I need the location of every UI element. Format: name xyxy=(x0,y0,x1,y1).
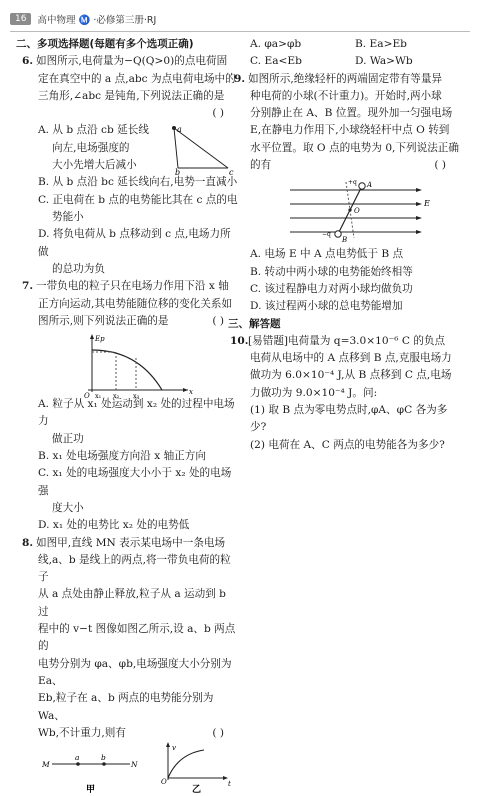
q6-option-d-2: 的总功为负 xyxy=(52,262,105,275)
q6-option-c-2: 势能小 xyxy=(52,211,84,224)
header-rule xyxy=(10,31,470,32)
q9-label-qb: −q xyxy=(322,231,331,239)
q9-stem-1: 9. 如图所示,绝缘轻杆的两端固定带有等量异 xyxy=(234,72,443,85)
q8-label-M: M xyxy=(42,760,50,770)
q8-stem-2: 线,a、b 是线上的两点,将一带负电荷的粒子 xyxy=(38,553,231,584)
q8-option-b: B. Ea>Eb xyxy=(355,38,407,50)
q8-stem-3: 从 a 点处由静止释放,粒子从 a 运动到 b 过 xyxy=(38,588,226,618)
q6-label-c: c xyxy=(229,168,234,178)
q6-answer-paren: ( ) xyxy=(212,107,224,120)
q7-axis-x: x xyxy=(189,388,193,397)
q8-options-row-1 xyxy=(250,36,460,53)
q9-stem-3: 分别静止在 A、B 位置。现外加一匀强电场 xyxy=(250,107,453,120)
q8-stem-5: 电势分别为 φa、φb,电场强度大小分别为 Ea、 xyxy=(38,657,232,687)
q9-label-qa: +q xyxy=(348,179,357,187)
q8-figure-jia xyxy=(38,742,138,796)
q6-triangle-figure xyxy=(168,122,238,178)
page-header xyxy=(10,9,156,29)
q8-options-row-2 xyxy=(250,53,460,70)
q8-label-a: a xyxy=(75,753,80,763)
q9-label-O: O xyxy=(354,207,360,216)
q7-x2: x₂ xyxy=(113,392,120,401)
q10-sub-2: (2) 电荷在 A、C 两点的电势能各为多少? xyxy=(250,438,445,451)
q6-option-a-2: 向左,电场强度的 xyxy=(52,141,130,154)
q6-stem-2: 定在真空中的 a 点,abc 为点电荷电场中的 xyxy=(38,72,236,85)
q8-label-N: N xyxy=(131,760,138,770)
q7-option-a-1: A. 粒子从 x₁ 处运动到 x₂ 处的过程中电场力 xyxy=(38,398,235,428)
section-answer: 三、解答题 xyxy=(228,317,281,330)
q6-options-figure xyxy=(38,122,238,178)
q7-stem-1: 7. 一带负电的粒子只在电场力作用下沿 x 轴 xyxy=(22,280,229,293)
q8-option-a: A. φa>φb xyxy=(250,38,302,50)
q7-option-b: B. x₁ 处电场强度方向沿 x 轴正方向 xyxy=(38,450,206,463)
q10-stem-2: 电荷从电场中的 A 点移到 B 点,克服电场力 xyxy=(250,352,452,365)
q8-stem-7: Wb,不计重力,则有 ( ) xyxy=(38,726,224,739)
q7-option-c-1: C. x₁ 处的电场强度大小小于 x₂ 处的电场强 xyxy=(38,467,232,497)
q8-caption-yi: 乙 xyxy=(192,785,202,796)
q7-x1: x₁ xyxy=(95,392,102,401)
q8-caption-jia: 甲 xyxy=(86,785,96,796)
right-column xyxy=(228,36,460,454)
q10-stem-1: 10.[易错题]电荷量为 q=3.0×10⁻⁶ C 的负点 xyxy=(230,334,446,347)
q9-field-figure xyxy=(250,176,450,244)
q9-option-b: B. 转动中两小球的电势能始终相等 xyxy=(250,265,413,278)
q9-option-a: A. 电场 E 中 A 点电势低于 B 点 xyxy=(250,248,404,261)
q7-option-a-2: 做正功 xyxy=(52,432,84,445)
q6-label-a: a xyxy=(177,125,182,135)
header-text: 高中物理 Ⓜ️ ·必修第三册·RJ xyxy=(37,15,157,26)
q9-option-d: D. 该过程两小球的总电势能增加 xyxy=(250,300,403,313)
q6-stem-1: 6. 如图所示,电荷量为−Q(Q>0)的点电荷固 xyxy=(22,55,228,68)
q8-stem-1: 8. 如图甲,直线 MN 表示某电场中一条电场 xyxy=(22,536,226,549)
q8-figure-yi xyxy=(148,742,238,796)
q9-label-A: A xyxy=(367,181,373,190)
q7-x3: x₃ xyxy=(133,392,140,401)
q8-axis-t: t xyxy=(228,780,231,789)
q9-stem-5: 水平位置。取 O 点的电势为 0,下列说法正确 xyxy=(250,141,459,154)
q8-axis-v: v xyxy=(172,744,176,753)
q10-stem-3: 做功为 6.0×10⁻⁴ J,从 B 点移到 C 点,电场 xyxy=(250,369,452,382)
q6-option-b: B. 从 b 点沿 bc 延长线向右,电势一直减小 xyxy=(38,176,238,189)
q7-stem-2: 正方向运动,其电势能随位移的变化关系如 xyxy=(38,297,233,310)
q8-stem-6: Eb,粒子在 a、b 两点的电势能分别为 Wa、 xyxy=(38,692,214,722)
q8-origin: O xyxy=(161,778,167,787)
q9-option-c: C. 该过程静电力对两小球均做负功 xyxy=(250,282,413,295)
q8-figures xyxy=(38,742,238,796)
q7-ep-x-graph xyxy=(38,332,238,401)
q9-stem-6: 的有 ( ) xyxy=(250,159,446,172)
q9-stem-2: 种电荷的小球(不计重力)。开始时,两小球 xyxy=(250,89,442,102)
q7-origin: O xyxy=(84,392,90,401)
q9-label-E: E xyxy=(424,199,430,209)
q6-option-d-1: D. 将负电荷从 b 点移动到 c 点,电场力所做 xyxy=(38,228,231,258)
q10-stem-4: 力做功为 9.0×10⁻⁴ J。问: xyxy=(250,386,378,399)
q9-label-B: B xyxy=(342,236,348,245)
q7-axis-y: Ep xyxy=(95,335,105,344)
q7-option-c-2: 度大小 xyxy=(52,501,84,514)
q10-sub-1: (1) 取 B 点为零电势点时,φA、φC 各为多少? xyxy=(250,404,448,434)
q6-option-a-3: 大小先增大后减小 xyxy=(52,159,137,172)
q6-option-a-1: A. 从 b 点沿 cb 延长线 xyxy=(38,124,149,137)
q7-stem-3: 图所示,则下列说法正确的是 ( ) xyxy=(38,314,224,327)
q9-stem-4: E,在静电力作用下,小球绕轻杆中点 O 转到 xyxy=(250,124,450,137)
q8-option-d: D. Wa>Wb xyxy=(355,55,413,68)
q6-stem-3: 三角形,∠abc 是钝角,下列说法正确的是 xyxy=(38,89,225,102)
q8-option-c: C. Ea<Eb xyxy=(250,55,302,68)
page-number: 16 xyxy=(10,13,31,25)
q8-stem-4: 程中的 v−t 图像如图乙所示,设 a、b 两点的 xyxy=(38,623,236,653)
section-multi-choice: 二、多项选择题(每题有多个选项正确) xyxy=(16,38,194,50)
q7-option-d: D. x₁ 处的电势比 x₂ 处的电势低 xyxy=(38,519,190,532)
q8-label-b: b xyxy=(101,753,106,763)
left-column xyxy=(16,36,238,796)
q6-label-b: b xyxy=(175,168,181,178)
q6-option-c-1: C. 正电荷在 b 点的电势能比其在 c 点的电 xyxy=(38,193,238,206)
